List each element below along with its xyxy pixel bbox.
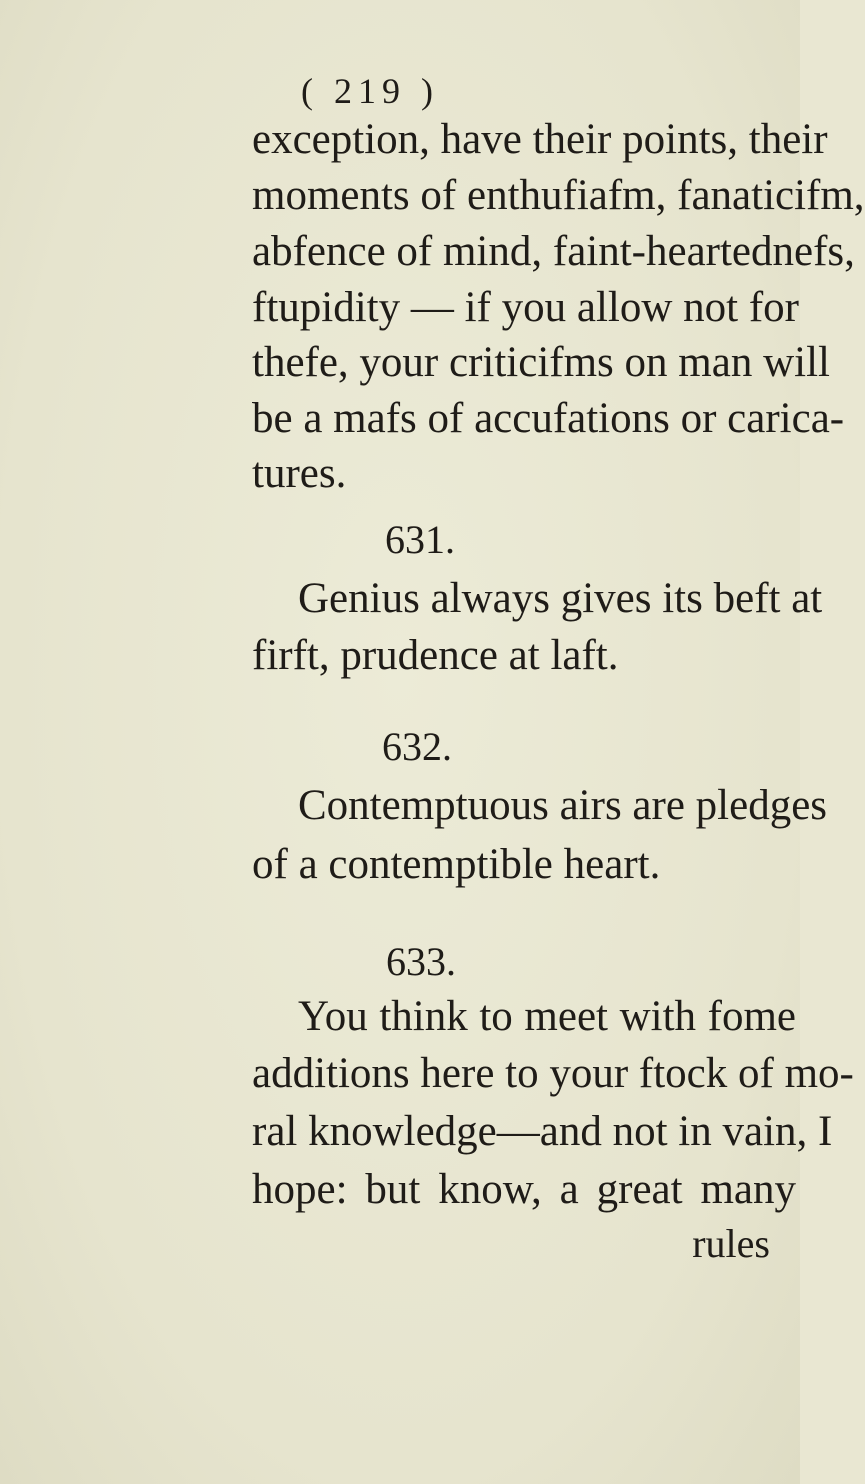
text-line: hope: but know, a great many (252, 1166, 796, 1213)
text-line: abfence of mind, faint-heartednefs, (252, 228, 855, 275)
text-line: Genius always gives its beft at (298, 575, 823, 622)
aphorism-number: 631. (385, 517, 455, 562)
text-line: You think to meet with fome (298, 993, 796, 1040)
page-number: ( 219 ) (301, 71, 439, 111)
text-line: be a mafs of accufations or carica- (252, 395, 845, 442)
text-line: tures. (252, 450, 347, 497)
text-line: moments of enthufiafm, fanaticifm, (252, 172, 865, 219)
text-line: ftupidity — if you allow not for (252, 284, 799, 331)
text-line: firft, prudence at laft. (252, 632, 619, 679)
aphorism-number: 632. (382, 724, 452, 769)
aphorism-number: 633. (386, 939, 456, 984)
text-line: thefe, your criticifms on man will (252, 339, 830, 386)
catchword: rules (692, 1221, 770, 1266)
text-line: of a contemptible heart. (252, 841, 661, 888)
text-line: additions here to your ftock of mo- (252, 1050, 854, 1097)
text-line: ral knowledge—and not in vain, I (252, 1108, 833, 1155)
text-line: exception, have their points, their (252, 116, 828, 163)
text-line: Contemptuous airs are pledges (298, 782, 828, 829)
